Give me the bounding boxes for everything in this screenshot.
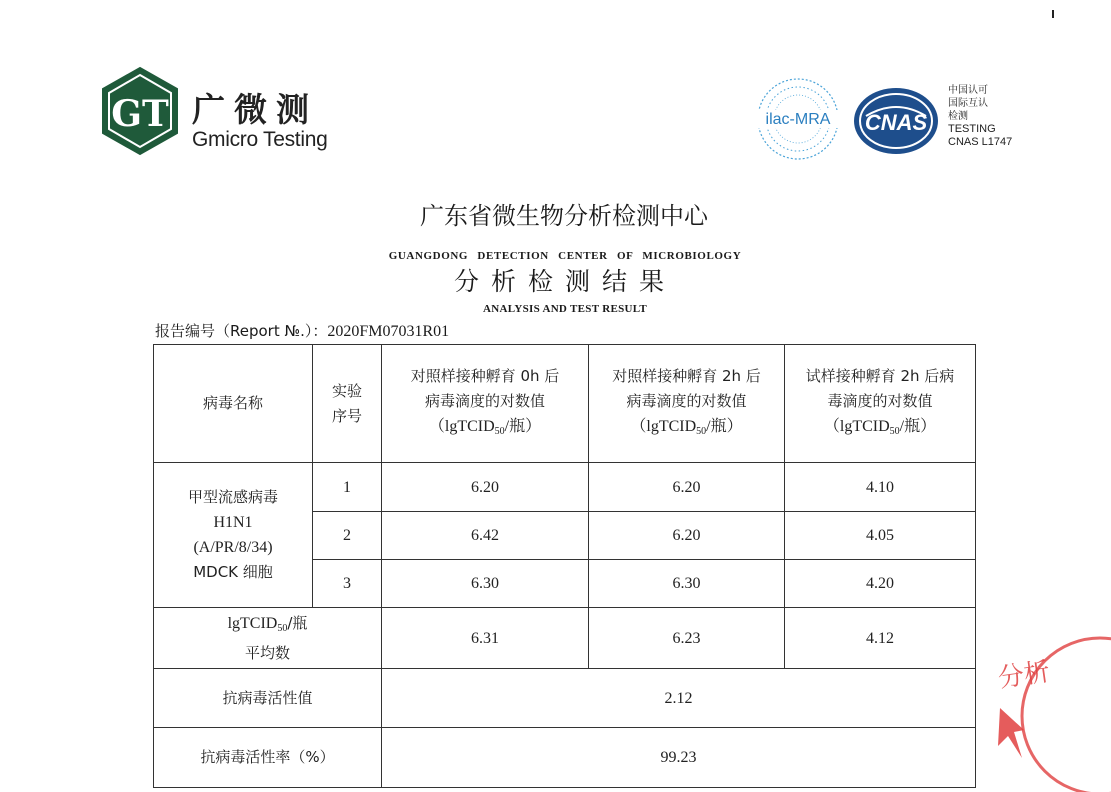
virus-name-line: MDCK 细胞 xyxy=(193,563,273,581)
avg-unit-post: /瓶 xyxy=(287,613,308,632)
report-number-value: 2020FM07031R01 xyxy=(327,323,450,340)
seq-cell: 2 xyxy=(313,512,382,560)
avg-unit-sub: 50 xyxy=(277,622,288,634)
rate-value: 99.23 xyxy=(382,728,976,788)
unit-sub: 50 xyxy=(889,425,900,437)
cnas-logo-icon xyxy=(852,86,940,156)
document-title-en: GUANGDONG DETECTION CENTER OF MICROBIOLOGY xyxy=(388,250,742,262)
brand-name-en: Gmicro Testing xyxy=(192,128,328,151)
rate-row xyxy=(154,728,976,788)
unit-post: /瓶） xyxy=(504,417,542,435)
value-cell: 4.12 xyxy=(785,608,976,669)
edge-mark xyxy=(1052,10,1054,18)
report-number-label: 报告编号（Report №.）： xyxy=(155,322,328,340)
value-cell: 6.23 xyxy=(589,608,785,669)
virus-name-line: 甲型流感病毒 xyxy=(187,488,278,506)
gmicro-logo-icon xyxy=(101,66,179,156)
header-seq-line: 序号 xyxy=(331,406,362,425)
cnas-note-line: 检测 xyxy=(948,111,968,122)
value-cell: 6.31 xyxy=(382,608,589,669)
average-label xyxy=(154,608,382,669)
value-cell: 6.30 xyxy=(382,560,589,608)
unit-pre: （lgTCID xyxy=(823,417,890,435)
header-col3-unit xyxy=(785,414,975,444)
unit-post: /瓶） xyxy=(899,417,937,435)
value-cell: 6.20 xyxy=(589,463,785,512)
header-col3 xyxy=(785,345,976,463)
header-col3-line: 毒滴度的对数值 xyxy=(827,391,933,410)
header-col3-line: 试样接种孵育 2h 后病 xyxy=(805,366,955,385)
header-col1-line: 病毒滴度的对数值 xyxy=(424,391,545,410)
document-subtitle-en: ANALYSIS AND TEST RESULT xyxy=(482,303,648,315)
document-title-cn: 广东省微生物分析检测中心 xyxy=(420,202,708,230)
unit-pre: （lgTCID xyxy=(428,417,495,435)
value-cell: 4.20 xyxy=(785,560,976,608)
cnas-label: CNAS xyxy=(864,110,928,135)
logo-letters: GT xyxy=(111,93,169,135)
table-row xyxy=(154,463,976,512)
virus-name-line: (A/PR/8/34) xyxy=(193,539,273,556)
cnas-note-line: 国际互认 xyxy=(948,98,988,109)
average-label-line1 xyxy=(154,611,381,641)
result-table xyxy=(153,344,976,788)
table-header-row xyxy=(154,345,976,463)
ilac-mra-logo-icon xyxy=(752,76,844,162)
seq-cell: 1 xyxy=(313,463,382,512)
ilac-label: ilac-MRA xyxy=(765,111,831,128)
activity-label: 抗病毒活性值 xyxy=(154,669,382,728)
header-col1-line: 对照样接种孵育 0h 后 xyxy=(410,366,560,385)
header-col2-line: 病毒滴度的对数值 xyxy=(626,391,747,410)
unit-pre: （lgTCID xyxy=(630,417,697,435)
virus-name-cell xyxy=(154,463,313,608)
activity-row xyxy=(154,669,976,728)
red-stamp-icon xyxy=(990,636,1111,792)
virus-name-line: H1N1 xyxy=(213,514,253,531)
header-col2 xyxy=(589,345,785,463)
rate-label: 抗病毒活性率（%） xyxy=(154,728,382,788)
header-seq xyxy=(313,345,382,463)
header-virus-name: 病毒名称 xyxy=(154,345,313,463)
value-cell: 6.30 xyxy=(589,560,785,608)
value-cell: 4.10 xyxy=(785,463,976,512)
avg-unit-pre: lgTCID xyxy=(227,614,278,632)
unit-sub: 50 xyxy=(696,425,707,437)
cnas-note-line: TESTING xyxy=(948,123,996,135)
document-subtitle-cn: 分析检测结果 xyxy=(453,267,676,296)
header-col2-line: 对照样接种孵育 2h 后 xyxy=(612,366,761,385)
cnas-note-line: CNAS L1747 xyxy=(948,136,1013,148)
unit-sub: 50 xyxy=(494,425,505,437)
header-col1 xyxy=(382,345,589,463)
header-seq-line: 实验 xyxy=(331,381,362,400)
value-cell: 6.20 xyxy=(382,463,589,512)
unit-post: /瓶） xyxy=(706,417,743,435)
header-col2-unit xyxy=(589,414,784,444)
value-cell: 6.20 xyxy=(589,512,785,560)
average-row xyxy=(154,608,976,669)
value-cell: 6.42 xyxy=(382,512,589,560)
report-number xyxy=(155,320,449,341)
cnas-note-line: 中国认可 xyxy=(948,85,988,96)
value-cell: 4.05 xyxy=(785,512,976,560)
seq-cell: 3 xyxy=(313,560,382,608)
stamp-text: 分析 xyxy=(996,656,1052,694)
activity-value: 2.12 xyxy=(382,669,976,728)
header-col1-unit xyxy=(382,414,588,444)
brand-name-cn: 广微测 xyxy=(192,90,318,129)
average-label-line2: 平均数 xyxy=(244,643,290,662)
cnas-accreditation-note xyxy=(948,84,1012,149)
